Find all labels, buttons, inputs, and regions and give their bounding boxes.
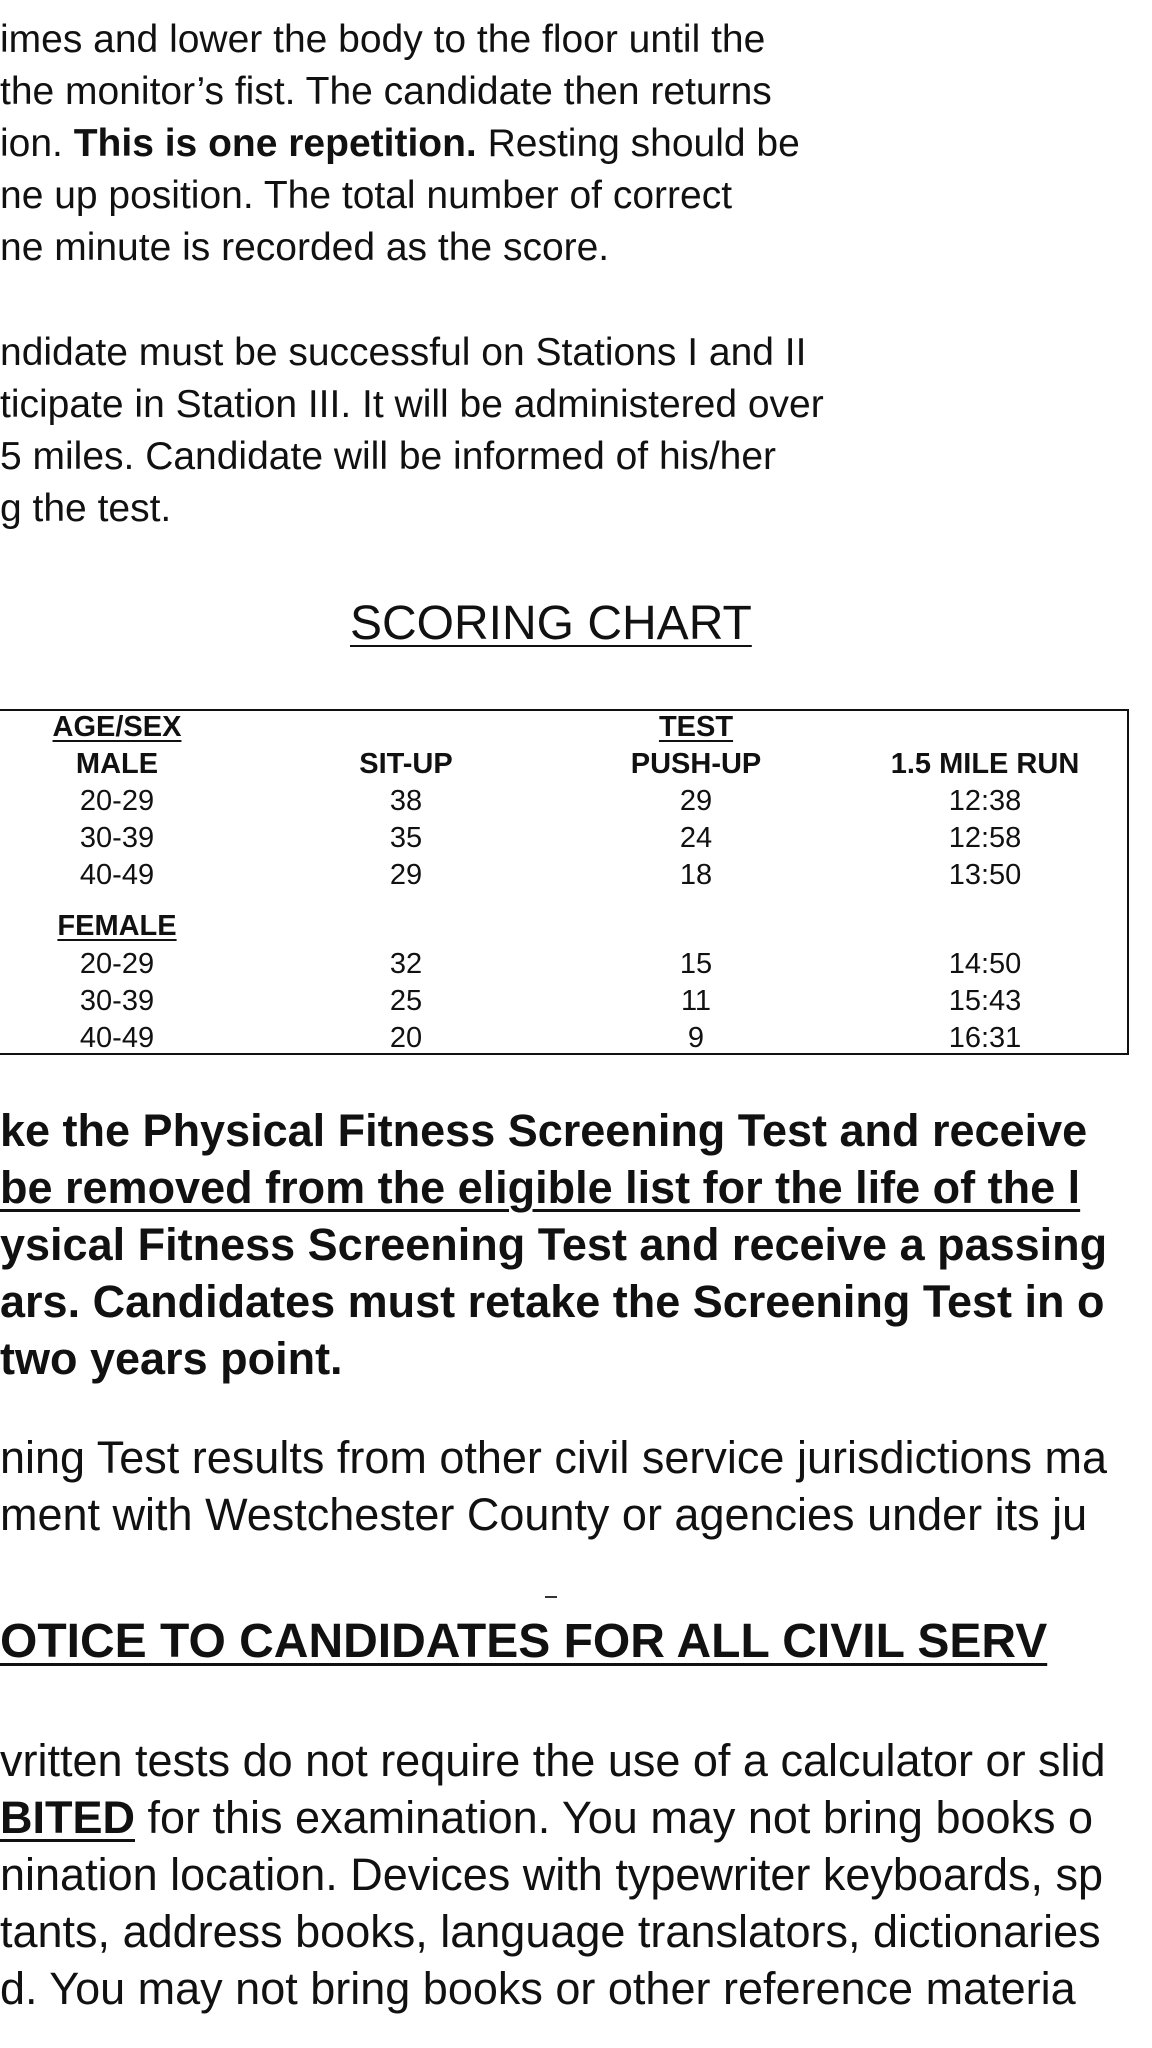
station-line-2: ticipate in Station III. It will be administered over xyxy=(0,383,824,426)
prohibited-emphasis: BITED xyxy=(0,1792,135,1843)
male-row-1-age: 20-29 xyxy=(79,785,155,817)
female-row-1-pushup: 15 xyxy=(679,948,713,980)
notice-line-3: nination location. Devices with typewriter keyboards, sp xyxy=(0,1849,1104,1900)
intro-line-4: ne up position. The total number of correct xyxy=(0,174,733,217)
female-row-3-situp: 20 xyxy=(389,1022,423,1054)
male-row-2-situp: 35 xyxy=(389,822,423,854)
male-row-2-pushup: 24 xyxy=(679,822,713,854)
female-row-3-run: 16:31 xyxy=(948,1022,1022,1054)
intro-line-1: imes and lower the body to the floor until the xyxy=(0,18,766,61)
male-row-3-situp: 29 xyxy=(389,859,423,891)
female-row-3-pushup: 9 xyxy=(687,1022,705,1054)
intro-line-5: ne minute is recorded as the score. xyxy=(0,226,610,269)
male-row-3-age: 40-49 xyxy=(79,859,155,891)
male-row-3-pushup: 18 xyxy=(679,859,713,891)
station-line-1: ndidate must be successful on Stations I and II xyxy=(0,331,807,374)
station-line-3: 5 miles. Candidate will be informed of his/her xyxy=(0,435,777,478)
header-sit-up: SIT-UP xyxy=(359,748,453,780)
female-row-1-situp: 32 xyxy=(389,948,423,980)
male-row-1-situp: 38 xyxy=(389,785,423,817)
cutoff-top-line xyxy=(0,0,11,14)
male-row-3-run: 13:50 xyxy=(948,859,1022,891)
header-test: TEST xyxy=(658,711,734,743)
header-male: MALE xyxy=(75,748,159,780)
reciprocity-line-2: ment with Westchester County or agencies under its ju xyxy=(0,1489,1088,1540)
female-row-1-run: 14:50 xyxy=(948,948,1022,980)
notice-line-1: vritten tests do not require the use of a calculator or slid xyxy=(0,1735,1106,1786)
warning-line-3: ysical Fitness Screening Test and receive a passing xyxy=(0,1219,1108,1270)
male-row-2-age: 30-39 xyxy=(79,822,155,854)
female-row-2-pushup: 11 xyxy=(680,985,712,1017)
female-row-2-run: 15:43 xyxy=(948,985,1022,1017)
scoring-chart-title: SCORING CHART xyxy=(350,597,752,650)
intro-line-2: the monitor’s fist. The candidate then returns xyxy=(0,70,772,113)
notice-line-5: d. You may not bring books or other reference materia xyxy=(0,1963,1076,2014)
notice-line-2-rest: for this examination. You may not bring books o xyxy=(135,1792,1094,1843)
intro-line-3-start: ion. xyxy=(0,122,74,165)
reciprocity-line-1: ning Test results from other civil service jurisdictions ma xyxy=(0,1432,1108,1483)
warning-line-5: two years point. xyxy=(0,1333,343,1384)
notice-line-4: tants, address books, language translators, dictionaries xyxy=(0,1906,1101,1957)
male-row-2-run: 12:58 xyxy=(948,822,1022,854)
header-female: FEMALE xyxy=(57,910,177,942)
male-row-1-pushup: 29 xyxy=(679,785,713,817)
dash-mark xyxy=(545,1596,557,1598)
intro-line-3 xyxy=(0,122,800,166)
female-row-2-situp: 25 xyxy=(389,985,423,1017)
header-mile-run: 1.5 MILE RUN xyxy=(890,748,1080,780)
repetition-emphasis: This is one repetition. xyxy=(73,122,477,165)
female-row-3-age: 40-49 xyxy=(79,1022,155,1054)
notice-line-2 xyxy=(0,1792,1093,1844)
female-row-1-age: 20-29 xyxy=(79,948,155,980)
warning-line-2: be removed from the eligible list for the life of the l xyxy=(0,1162,1081,1213)
header-push-up: PUSH-UP xyxy=(630,748,762,780)
female-row-2-age: 30-39 xyxy=(79,985,155,1017)
warning-line-4: ars. Candidates must retake the Screening Test in o xyxy=(0,1276,1105,1327)
male-row-1-run: 12:38 xyxy=(948,785,1022,817)
header-age-sex: AGE/SEX xyxy=(52,711,182,743)
intro-line-3-end: Resting should be xyxy=(476,122,800,165)
notice-heading: OTICE TO CANDIDATES FOR ALL CIVIL SERV xyxy=(0,1615,1048,1668)
station-line-4: g the test. xyxy=(0,487,172,530)
warning-line-1: ke the Physical Fitness Screening Test and receive xyxy=(0,1105,1088,1156)
